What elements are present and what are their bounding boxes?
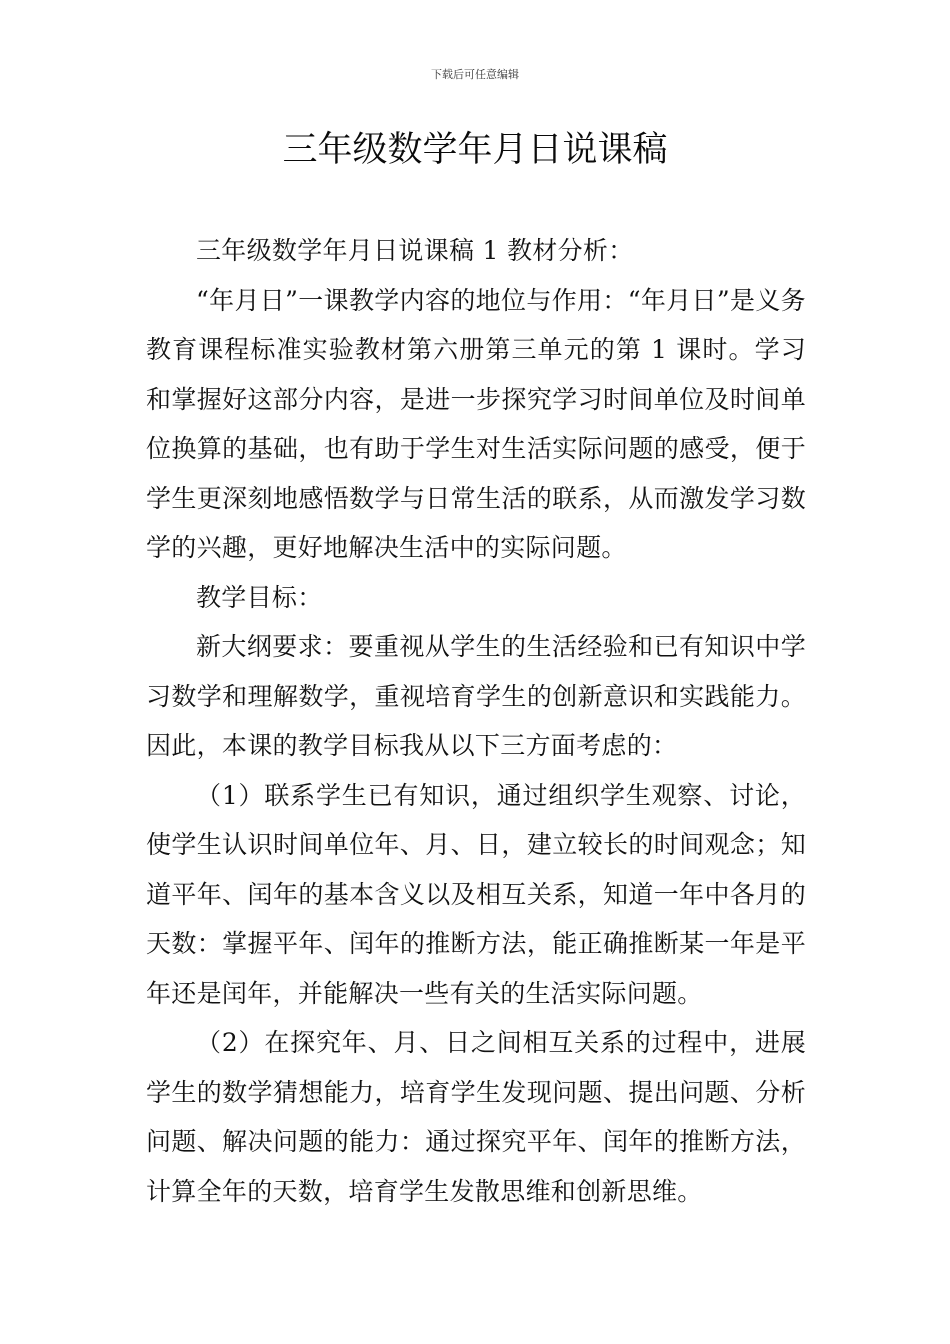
page-header-note: 下载后可任意编辑 (431, 68, 519, 81)
paragraph-objective-2: （2）在探究年、月、日之间相互关系的过程中，进展学生的数学猜想能力，培育学生发现问题、提出问题、分析问题、解决问题的能力：通过探究平年、闰年的推断方法，计算全年的天数，培育学生发散思维和创新思维。 (146, 1028, 806, 1206)
document-body (146, 226, 806, 1216)
paragraph-objective-1: （1）联系学生已有知识，通过组织学生观察、讨论，使学生认识时间单位年、月、日，建立较长的时间观念；知道平年、闰年的基本含义以及相互关系，知道一年中各月的天数：掌握平年、闰年的推断方法，能正确推断某一年是平年还是闰年，并能解决一些有关的生活实际问题。 (146, 780, 806, 1008)
paragraph-textbook-analysis: “年月日”一课教学内容的地位与作用：“年月日”是义务教育课程标准实验教材第六册第三单元的第 1 课时。学习和掌握好这部分内容，是进一步探究学习时间单位及时间单位换算的基础，也有助于学生对生活实际问题的感受，便于学生更深刻地感悟数学与日常生活的联系，从而激发学习数学的兴趣，更好地解决生活中的实际问题。 (146, 285, 806, 562)
paragraph-syllabus-requirements: 新大纲要求：要重视从学生的生活经验和已有知识中学习数学和理解数学，重视培育学生的创新意识和实践能力。因此，本课的教学目标我从以下三方面考虑的： (146, 632, 806, 760)
document-title: 三年级数学年月日说课稿 (282, 130, 668, 170)
paragraph-intro: 三年级数学年月日说课稿 1 教材分析： (196, 236, 634, 265)
paragraph-objectives-heading: 教学目标： (196, 582, 323, 612)
